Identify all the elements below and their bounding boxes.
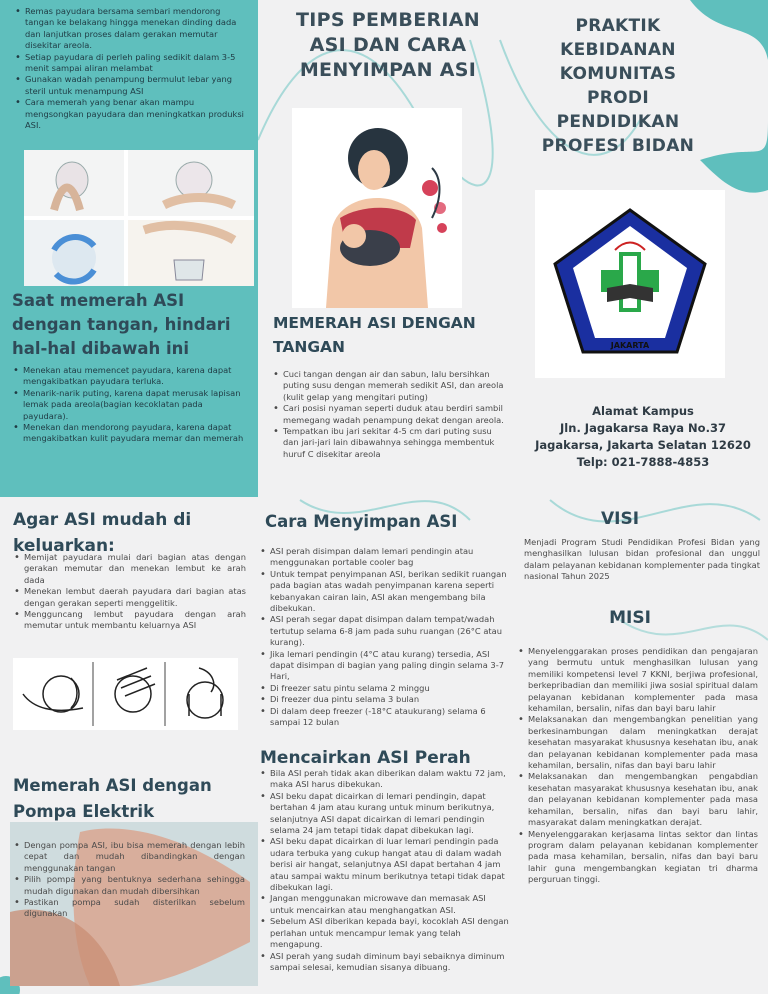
easy-expression-title: Agar ASI mudah di keluarkan: <box>13 510 192 556</box>
list-item: • Menekan lembut daerah payudara dari bagian atas dengan gerakan seperti menggelitik. <box>13 586 246 609</box>
list-item: • Di freezer dua pintu selama 3 bulan <box>259 694 511 705</box>
list-item: • Menekan dan mendorong payudara, karena dapat mengakibatkan kulit payudara memar dan memerah <box>12 422 244 445</box>
list-item: • Di freezer satu pintu selama 2 minggu <box>259 683 511 694</box>
list-item: • Cara memerah yang benar akan mampu mengsongkan payudara dan meningkatkan produksi ASI. <box>14 97 244 131</box>
address-block <box>528 403 758 471</box>
list-item: • Menyelenggarakan proses pendidikan dan pengajaran yang bermutu untuk menghasilkan lulusan yang memiliki kompetensi level 7 KKNI, berjiwa profesional, berkepribadian dan memiliki jiwa sosial spiritual dalam pelayanan kebidanan komplementer pada masa kehamilan, bersalin, nifas dan bayi baru lahir <box>517 646 758 714</box>
avoid-title: Saat memerah ASI dengan tangan, hindari hal-hal dibawah ini <box>12 291 231 358</box>
list-item: • Di dalam deep freezer (-18°C ataukurang) selama 6 sampai 12 bulan <box>259 706 511 729</box>
list-item: • ASI perah yang sudah diminum bayi sebaiknya diminum sampai selesai, kemudian sisanya dibuang. <box>259 951 511 974</box>
list-item: • Setiap payudara di perleh paling sedikit dalam 3-5 menit sampai aliran melambat <box>14 52 244 75</box>
list-item: • Melaksanakan dan mengembangkan penelitian yang berkesinambungan dalam meningkatkan derajat kesehatan masyarakat khususnya kesehatan ibu, anak dan pelayanan kebidanan komplementer pada masa kehamilan, bersalin, nifas dan bayi baru lahir <box>517 714 758 771</box>
visi-title: VISI <box>600 509 640 529</box>
thawing-title: Mencairkan ASI Perah <box>260 748 471 768</box>
list-item: • Sebelum ASI diberikan kepada bayi, kocoklah ASI dengan perlahan untuk mencampur lemak yang telah mengapung. <box>259 916 511 950</box>
list-item: • Untuk tempat penyimpanan ASI, berikan sedikit ruangan pada bagian atas wadah penyimpanan karena seperti kebanyakan cairan lain, ASI akan mengembang bila dibekukan. <box>259 569 511 615</box>
list-item: • ASI perah segar dapat disimpan dalam tempat/wadah tertutup selama 6-8 jam pada suhu ruangan (26°C atau kurang). <box>259 614 511 648</box>
list-item: • Pilih pompa yang bentuknya sederhana sehingga mudah digunakan dan mudah dibersihkan <box>13 874 245 897</box>
address-line2: Jagakarsa, Jakarta Selatan 12620 <box>535 438 751 452</box>
program-title: PRAKTIK KEBIDANAN KOMUNITAS PRODI PENDIDIKAN PROFESI BIDAN <box>541 16 695 156</box>
list-item: • Cari posisi nyaman seperti duduk atau berdiri sambil memegang wadah penampung dekat dengan areola. <box>272 403 508 426</box>
address-line1: Jln. Jagakarsa Raya No.37 <box>560 421 726 435</box>
left-top-bullets <box>14 6 244 131</box>
list-item: • Tempatkan ibu jari sekitar 4-5 cm dari puting susu dan jari-jari lain dibawahnya sehingga membentuk huruf C disekitar areola <box>272 426 508 460</box>
list-item: • Bila ASI perah tidak akan diberikan dalam waktu 72 jam, maka ASI harus dibekukan. <box>259 768 511 791</box>
visi-text: Menjadi Program Studi Pendidikan Profesi Bidan yang menghasilkan lulusan bidan profesional dan unggul dalam pelayanan kebidanan komplementer pada tingkat nasional Tahun 2025 <box>524 537 760 582</box>
campus-logo <box>535 190 725 378</box>
address-label: Alamat Kampus <box>592 404 694 418</box>
thawing-bullets <box>259 768 511 973</box>
list-item: • Pastikan pompa sudah disterilkan sebelum digunakan <box>13 897 245 920</box>
svg-text:JAKARTA: JAKARTA <box>610 341 650 350</box>
list-item: • Menarik-narik puting, karena dapat merusak lapisan lemak pada areola(bagian kecoklatan pada payudara). <box>12 388 244 422</box>
avoid-bullets <box>12 365 244 445</box>
list-item: • Melaksanakan dan mengembangkan pengabdian kesehatan masyarakat khususnya kesehatan ibu, anak dan pelayanan kebidanan komplementer pada masa kehamilan, bersalin, nifas dan bayi baru lahir, masyarakat dalam meningkatkan derajat. <box>517 771 758 828</box>
list-item: • Remas payudara bersama sembari mendorong tangan ke belakang hingga menekan dinding dada dan lanjutkan proses dalam gerakan memutar disekitar areola. <box>14 6 244 52</box>
storage-title: Cara Menyimpan ASI <box>265 512 458 531</box>
list-item: • Memijat payudara mulai dari bagian atas dengan gerakan memutar dan menekan lembut ke arah dada <box>13 552 246 586</box>
list-item: • Menyelenggarakan kerjasama lintas sektor dan lintas program dalam pelayanan kebidanan komplementer pada masa kehamilan, bersalin, nifas dan bayi baru lahir guna mengembangkan kegiatan tri dharma perguruan tinggi. <box>517 829 758 886</box>
section-title-hand-expression: MEMERAH ASI DENGAN TANGAN <box>273 314 476 356</box>
list-item: • Jangan menggunakan microwave dan memasak ASI untuk mencairkan atau menghangatkan ASI. <box>259 893 511 916</box>
list-item: • Mengguncang lembut payudara dengan arah memutar untuk membantu keluarnya ASI <box>13 609 246 632</box>
hand-expression-illustration <box>24 150 254 286</box>
page-title: TIPS PEMBERIAN ASI DAN CARA MENYIMPAN ASI <box>295 9 481 81</box>
misi-title: MISI <box>609 608 651 628</box>
pump-bullets <box>13 840 245 920</box>
phone-number: Telp: 021-7888-4853 <box>576 455 710 469</box>
electric-pump-title: Memerah ASI dengan Pompa Elektrik <box>13 776 212 821</box>
list-item: • Menekan atau memencet payudara, karena dapat mengakibatkan payudara terluka. <box>12 365 244 388</box>
list-item: • Dengan pompa ASI, ibu bisa memerah dengan lebih cepat dan mudah dibandingkan dengan menggunakan tangan <box>13 840 245 874</box>
hand-expression-bullets <box>272 369 508 460</box>
list-item: • ASI perah disimpan dalam lemari pendingin atau menggunakan portable cooler bag <box>259 546 511 569</box>
breast-massage-illustration <box>13 658 238 730</box>
misi-bullets <box>517 646 758 886</box>
easy-expression-bullets <box>13 552 246 632</box>
list-item: • ASI beku dapat dicairkan di lemari pendingin, dapat bertahan 4 jam atau kurang untuk minum berikutnya, selanjutnya ASI dapat dicairkan di lemari pendingin selama 24 jam tetapi tidak dapat dibekukan lagi. <box>259 791 511 837</box>
storage-bullets <box>259 546 511 729</box>
list-item: • ASI beku dapat dicairkan di luar lemari pendingin pada udara terbuka yang cukup hangat atau di dalam wadah berisi air hangat, selanjutnya ASI dapat bertahan 4 jam atau sampai waktu minum berikutnya tetapi tidak dapat dibekukan lagi. <box>259 836 511 893</box>
list-item: • Cuci tangan dengan air dan sabun, lalu bersihkan puting susu dengan memerah sedikit ASI, dan areola (kulit gelap yang mengitari puting) <box>272 369 508 403</box>
mother-breastfeeding-illustration <box>292 108 462 308</box>
list-item: • Gunakan wadah penampung bermulut lebar yang steril untuk menampung ASI <box>14 74 244 97</box>
list-item: • Jika lemari pendingin (4°C atau kurang) tersedia, ASI dapat disimpan di bagian yang paling dingin selama 3-7 Hari, <box>259 649 511 683</box>
